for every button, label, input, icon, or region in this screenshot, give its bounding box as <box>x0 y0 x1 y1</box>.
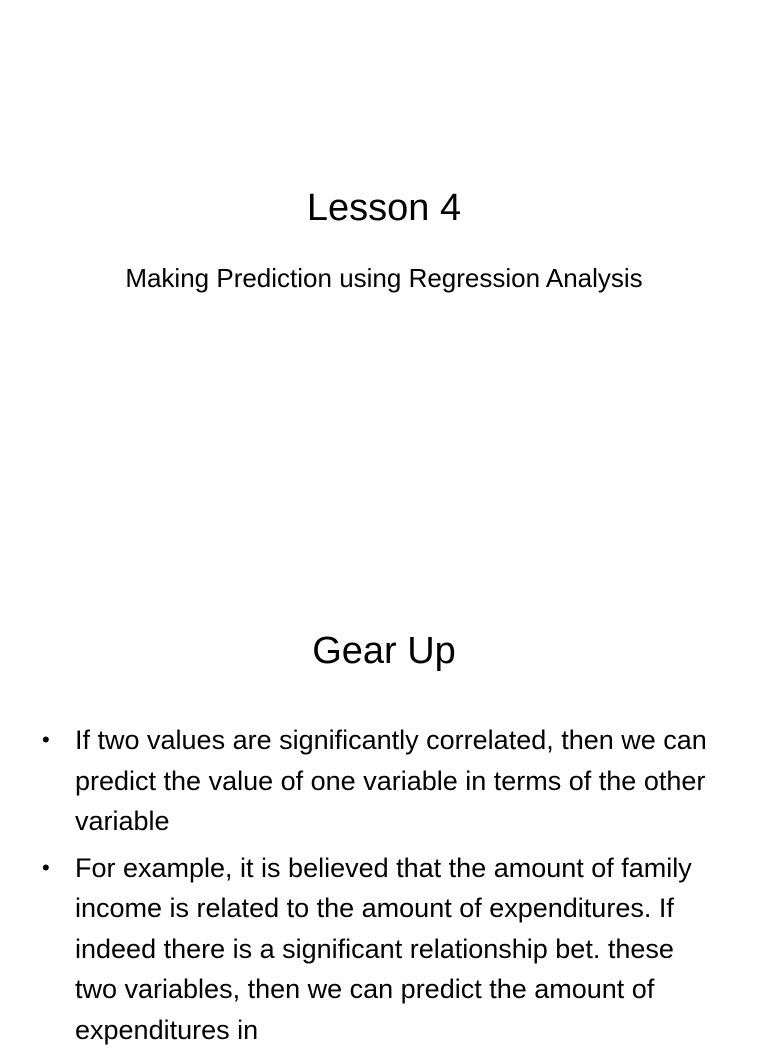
bullet-text: For example, it is believed that the amount of family income is related to the amount of expenditures. If indeed there is a significant relationship bet. these two variables, then we can predict the amount of expenditures in <box>75 852 692 1045</box>
bullet-list <box>42 720 722 1056</box>
bullet-item <box>42 720 722 842</box>
slide-subtitle: Making Prediction using Regression Analysis <box>125 263 643 293</box>
slide-title: Lesson 4 <box>306 187 462 229</box>
bullet-icon: • <box>42 854 50 880</box>
bullet-icon: • <box>42 727 50 752</box>
slide-title: Gear Up <box>312 630 456 672</box>
slide-gear-up <box>0 576 768 1045</box>
bullet-text: If two values are significantly correlated, then we can predict the value of one variable in terms of the other variable <box>75 725 707 836</box>
bullet-item <box>42 848 722 1051</box>
